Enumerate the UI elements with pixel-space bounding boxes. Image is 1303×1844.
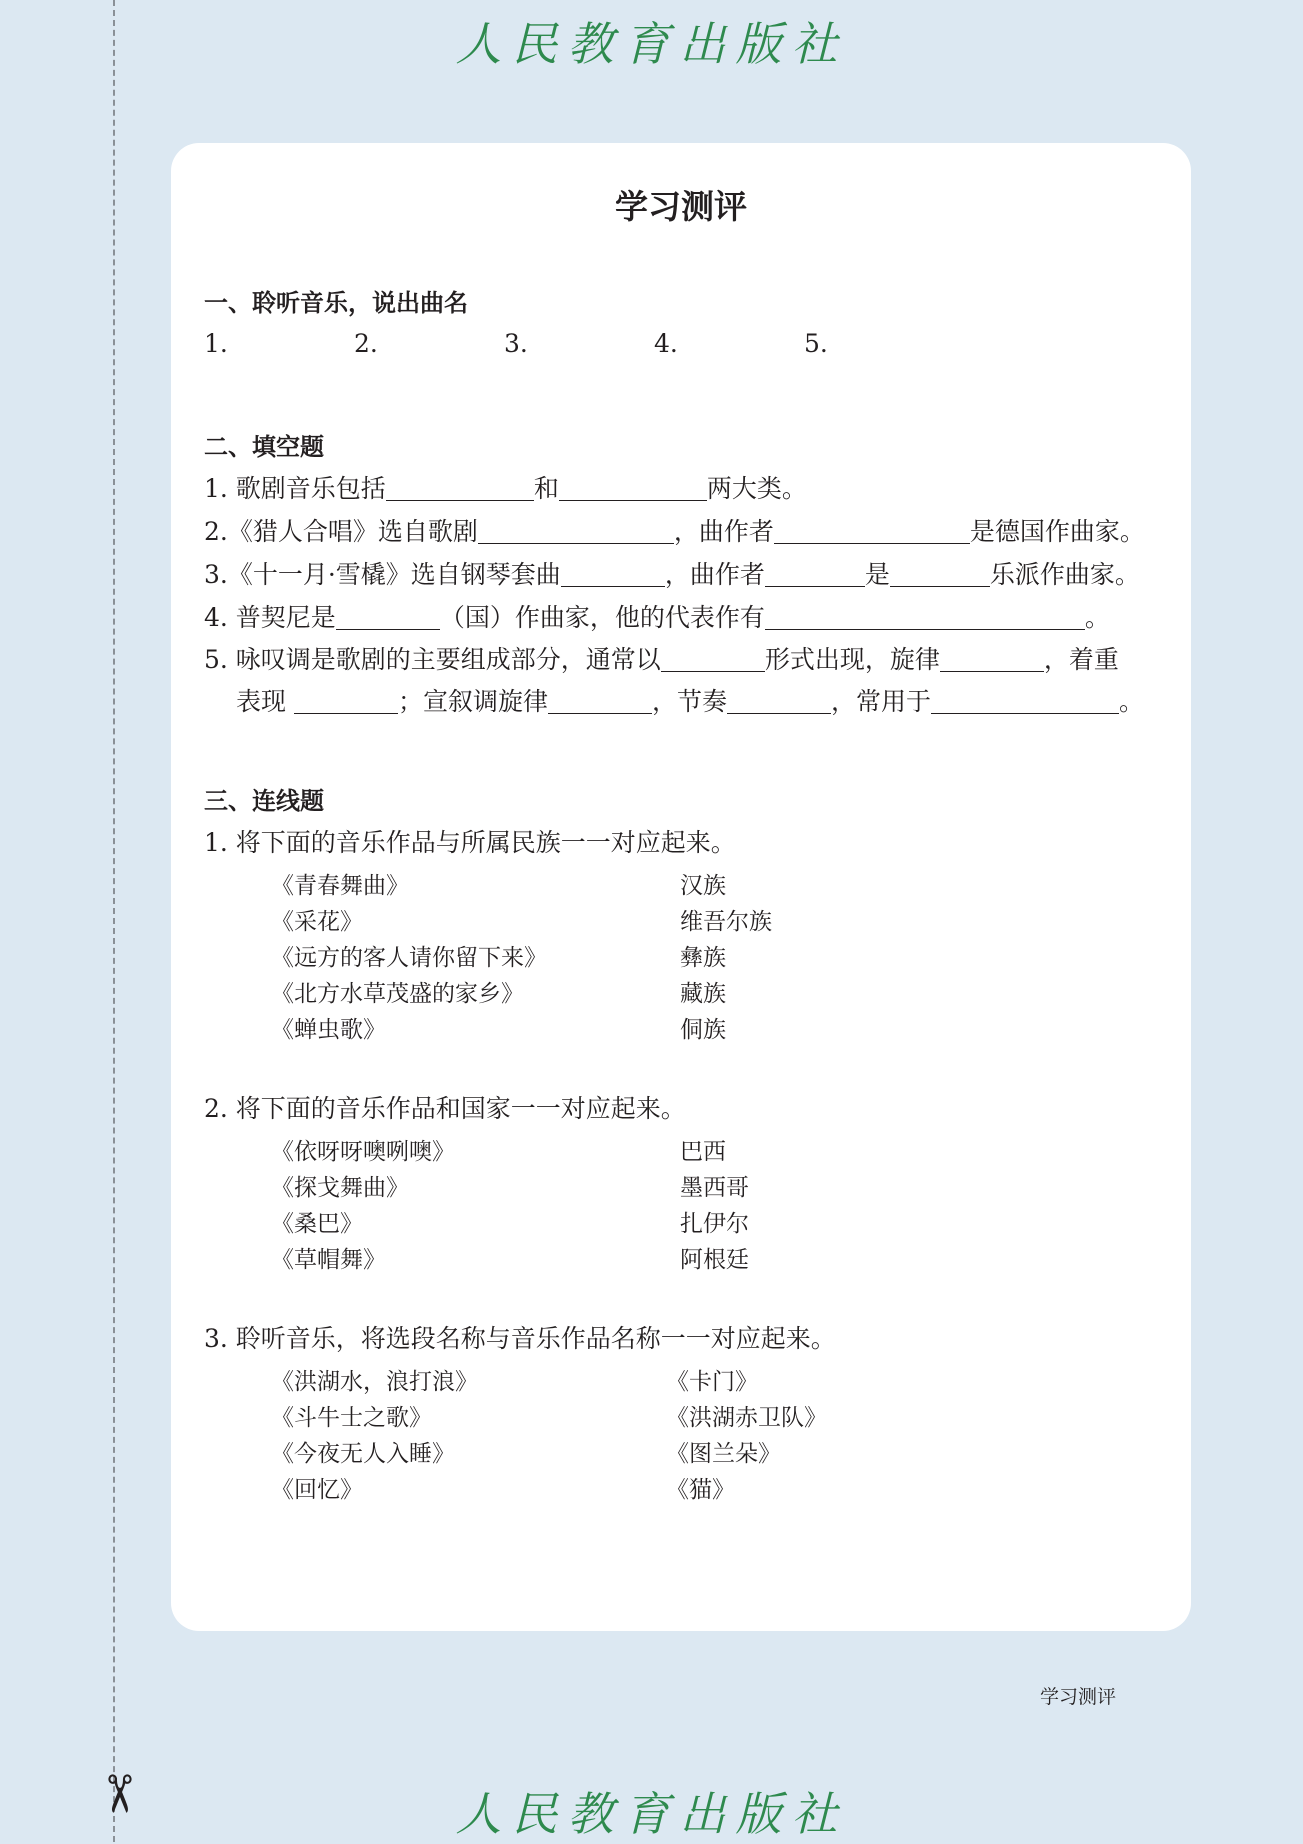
fill-q3-text: 3.《十一月·雪橇》选自钢琴套曲 bbox=[204, 560, 561, 589]
cut-line bbox=[113, 0, 115, 1842]
page-title: 学习测评 bbox=[615, 187, 747, 226]
fill-q5-text: ，节奏 bbox=[651, 687, 727, 716]
fill-q2-text: 2.《猎人合唱》选自歌剧 bbox=[204, 517, 478, 546]
fill-q5-text: 表现 bbox=[236, 687, 287, 716]
answer-blank[interactable] bbox=[765, 561, 865, 587]
fill-q3-text: 是 bbox=[864, 560, 890, 589]
match-right-item[interactable]: 《猫》 bbox=[666, 1477, 735, 1503]
match-left-item[interactable]: 《探戈舞曲》 bbox=[271, 1175, 409, 1201]
answer-blank[interactable] bbox=[559, 475, 707, 501]
match-right-item[interactable]: 彝族 bbox=[680, 945, 726, 971]
fill-q5-text: ；宣叙调旋律 bbox=[397, 687, 548, 716]
match-right-item[interactable]: 维吾尔族 bbox=[680, 909, 772, 935]
answer-blank[interactable] bbox=[940, 646, 1044, 672]
fill-q5-text: ，着重 bbox=[1043, 645, 1119, 674]
assessment-card bbox=[171, 143, 1191, 1631]
scissors-icon: ✂ bbox=[87, 1772, 148, 1816]
match-left-item[interactable]: 《远方的客人请你留下来》 bbox=[271, 945, 547, 971]
match-left-item[interactable]: 《蝉虫歌》 bbox=[271, 1017, 386, 1043]
answer-blank[interactable] bbox=[294, 688, 398, 714]
fill-q5-text: 。 bbox=[1119, 687, 1145, 716]
match-right-item[interactable]: 汉族 bbox=[680, 873, 726, 899]
match-left-item[interactable]: 《草帽舞》 bbox=[271, 1247, 386, 1273]
answer-blank[interactable] bbox=[774, 518, 970, 544]
answer-blank[interactable] bbox=[931, 688, 1119, 714]
match-left-item[interactable]: 《桑巴》 bbox=[271, 1211, 363, 1237]
match-prompt-3: 3. 聆听音乐，将选段名称与音乐作品名称一一对应起来。 bbox=[204, 1324, 836, 1353]
section1-heading: 一、聆听音乐，说出曲名 bbox=[204, 289, 468, 317]
answer-blank[interactable] bbox=[336, 604, 440, 630]
fill-q1-text: 1. 歌剧音乐包括 bbox=[204, 474, 386, 503]
listen-item-5: 5. bbox=[804, 329, 828, 358]
match-left-item[interactable]: 《今夜无人入睡》 bbox=[271, 1441, 455, 1467]
match-right-item[interactable]: 藏族 bbox=[680, 981, 726, 1007]
answer-blank[interactable] bbox=[478, 518, 674, 544]
match-left-item[interactable]: 《依呀呀噢咧噢》 bbox=[271, 1139, 455, 1165]
fill-q4-text: 。 bbox=[1084, 603, 1110, 632]
match-right-item[interactable]: 《卡门》 bbox=[666, 1369, 758, 1395]
match-prompt-1: 1. 将下面的音乐作品与所属民族一一对应起来。 bbox=[204, 828, 736, 857]
fill-q3-text: ，曲作者 bbox=[664, 560, 765, 589]
match-right-item[interactable]: 《图兰朵》 bbox=[666, 1441, 781, 1467]
answer-blank[interactable] bbox=[765, 604, 1085, 630]
match-left-item[interactable]: 《回忆》 bbox=[271, 1477, 363, 1503]
footer-section-label: 学习测评 bbox=[1040, 1686, 1117, 1708]
fill-q3-text: 乐派作曲家。 bbox=[989, 560, 1140, 589]
match-prompt-2: 2. 将下面的音乐作品和国家一一对应起来。 bbox=[204, 1094, 686, 1123]
answer-blank[interactable] bbox=[890, 561, 990, 587]
match-left-item[interactable]: 《洪湖水，浪打浪》 bbox=[271, 1369, 478, 1395]
listen-item-2: 2. bbox=[354, 329, 378, 358]
fill-q2-text: 是德国作曲家。 bbox=[969, 517, 1145, 546]
fill-q1-text: 两大类。 bbox=[706, 474, 807, 503]
match-right-item[interactable]: 墨西哥 bbox=[680, 1175, 749, 1201]
fill-q1-text: 和 bbox=[533, 474, 559, 503]
publisher-logo-top: 人民教育出版社 bbox=[455, 17, 848, 71]
fill-question-5 bbox=[204, 640, 1119, 676]
fill-q5-text: ，常用于 bbox=[831, 687, 932, 716]
publisher-logo-bottom: 人民教育出版社 bbox=[455, 1787, 848, 1841]
answer-blank[interactable] bbox=[386, 475, 534, 501]
fill-question-3 bbox=[204, 555, 1140, 591]
fill-q5-text: 5. 咏叹调是歌剧的主要组成部分，通常以 bbox=[204, 645, 661, 674]
match-left-item[interactable]: 《青春舞曲》 bbox=[271, 873, 409, 899]
fill-q4-text: （国）作曲家，他的代表作有 bbox=[439, 603, 765, 632]
answer-blank[interactable] bbox=[661, 646, 765, 672]
answer-blank[interactable] bbox=[561, 561, 665, 587]
match-left-item[interactable]: 《采花》 bbox=[271, 909, 363, 935]
section3-heading: 三、连线题 bbox=[204, 787, 324, 815]
listen-item-4: 4. bbox=[654, 329, 678, 358]
answer-blank[interactable] bbox=[727, 688, 831, 714]
fill-question-1 bbox=[204, 469, 807, 505]
match-left-item[interactable]: 《斗牛士之歌》 bbox=[271, 1405, 432, 1431]
fill-question-4 bbox=[204, 598, 1110, 634]
section2-heading: 二、填空题 bbox=[204, 433, 324, 461]
match-right-item[interactable]: 扎伊尔 bbox=[680, 1211, 749, 1237]
match-right-item[interactable]: 阿根廷 bbox=[680, 1247, 749, 1273]
fill-question-5-cont bbox=[236, 682, 1144, 718]
listen-item-3: 3. bbox=[504, 329, 528, 358]
fill-q5-text: 形式出现，旋律 bbox=[764, 645, 940, 674]
match-left-item[interactable]: 《北方水草茂盛的家乡》 bbox=[271, 981, 524, 1007]
answer-blank[interactable] bbox=[548, 688, 652, 714]
match-right-item[interactable]: 《洪湖赤卫队》 bbox=[666, 1405, 827, 1431]
fill-q4-text: 4. 普契尼是 bbox=[204, 603, 336, 632]
fill-question-2 bbox=[204, 512, 1145, 548]
listen-item-1: 1. bbox=[204, 329, 228, 358]
fill-q2-text: ，曲作者 bbox=[673, 517, 774, 546]
match-right-item[interactable]: 侗族 bbox=[680, 1017, 726, 1043]
match-right-item[interactable]: 巴西 bbox=[680, 1139, 726, 1165]
